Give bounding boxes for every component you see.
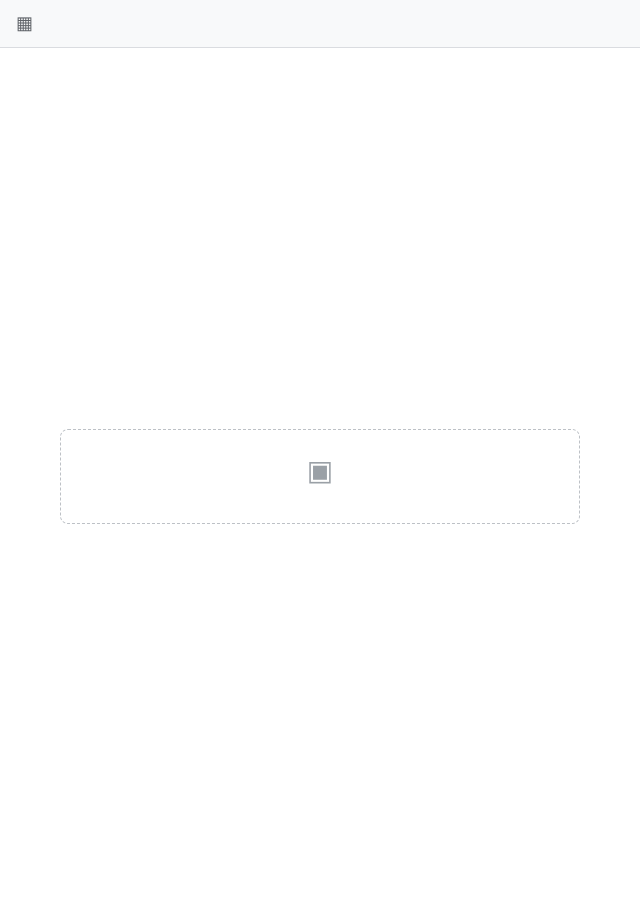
header <box>0 0 640 48</box>
image-icon: ▣ <box>306 455 334 486</box>
document-icon: ▦ <box>16 13 34 33</box>
main-content <box>0 48 640 905</box>
placeholder-panel <box>60 429 580 524</box>
